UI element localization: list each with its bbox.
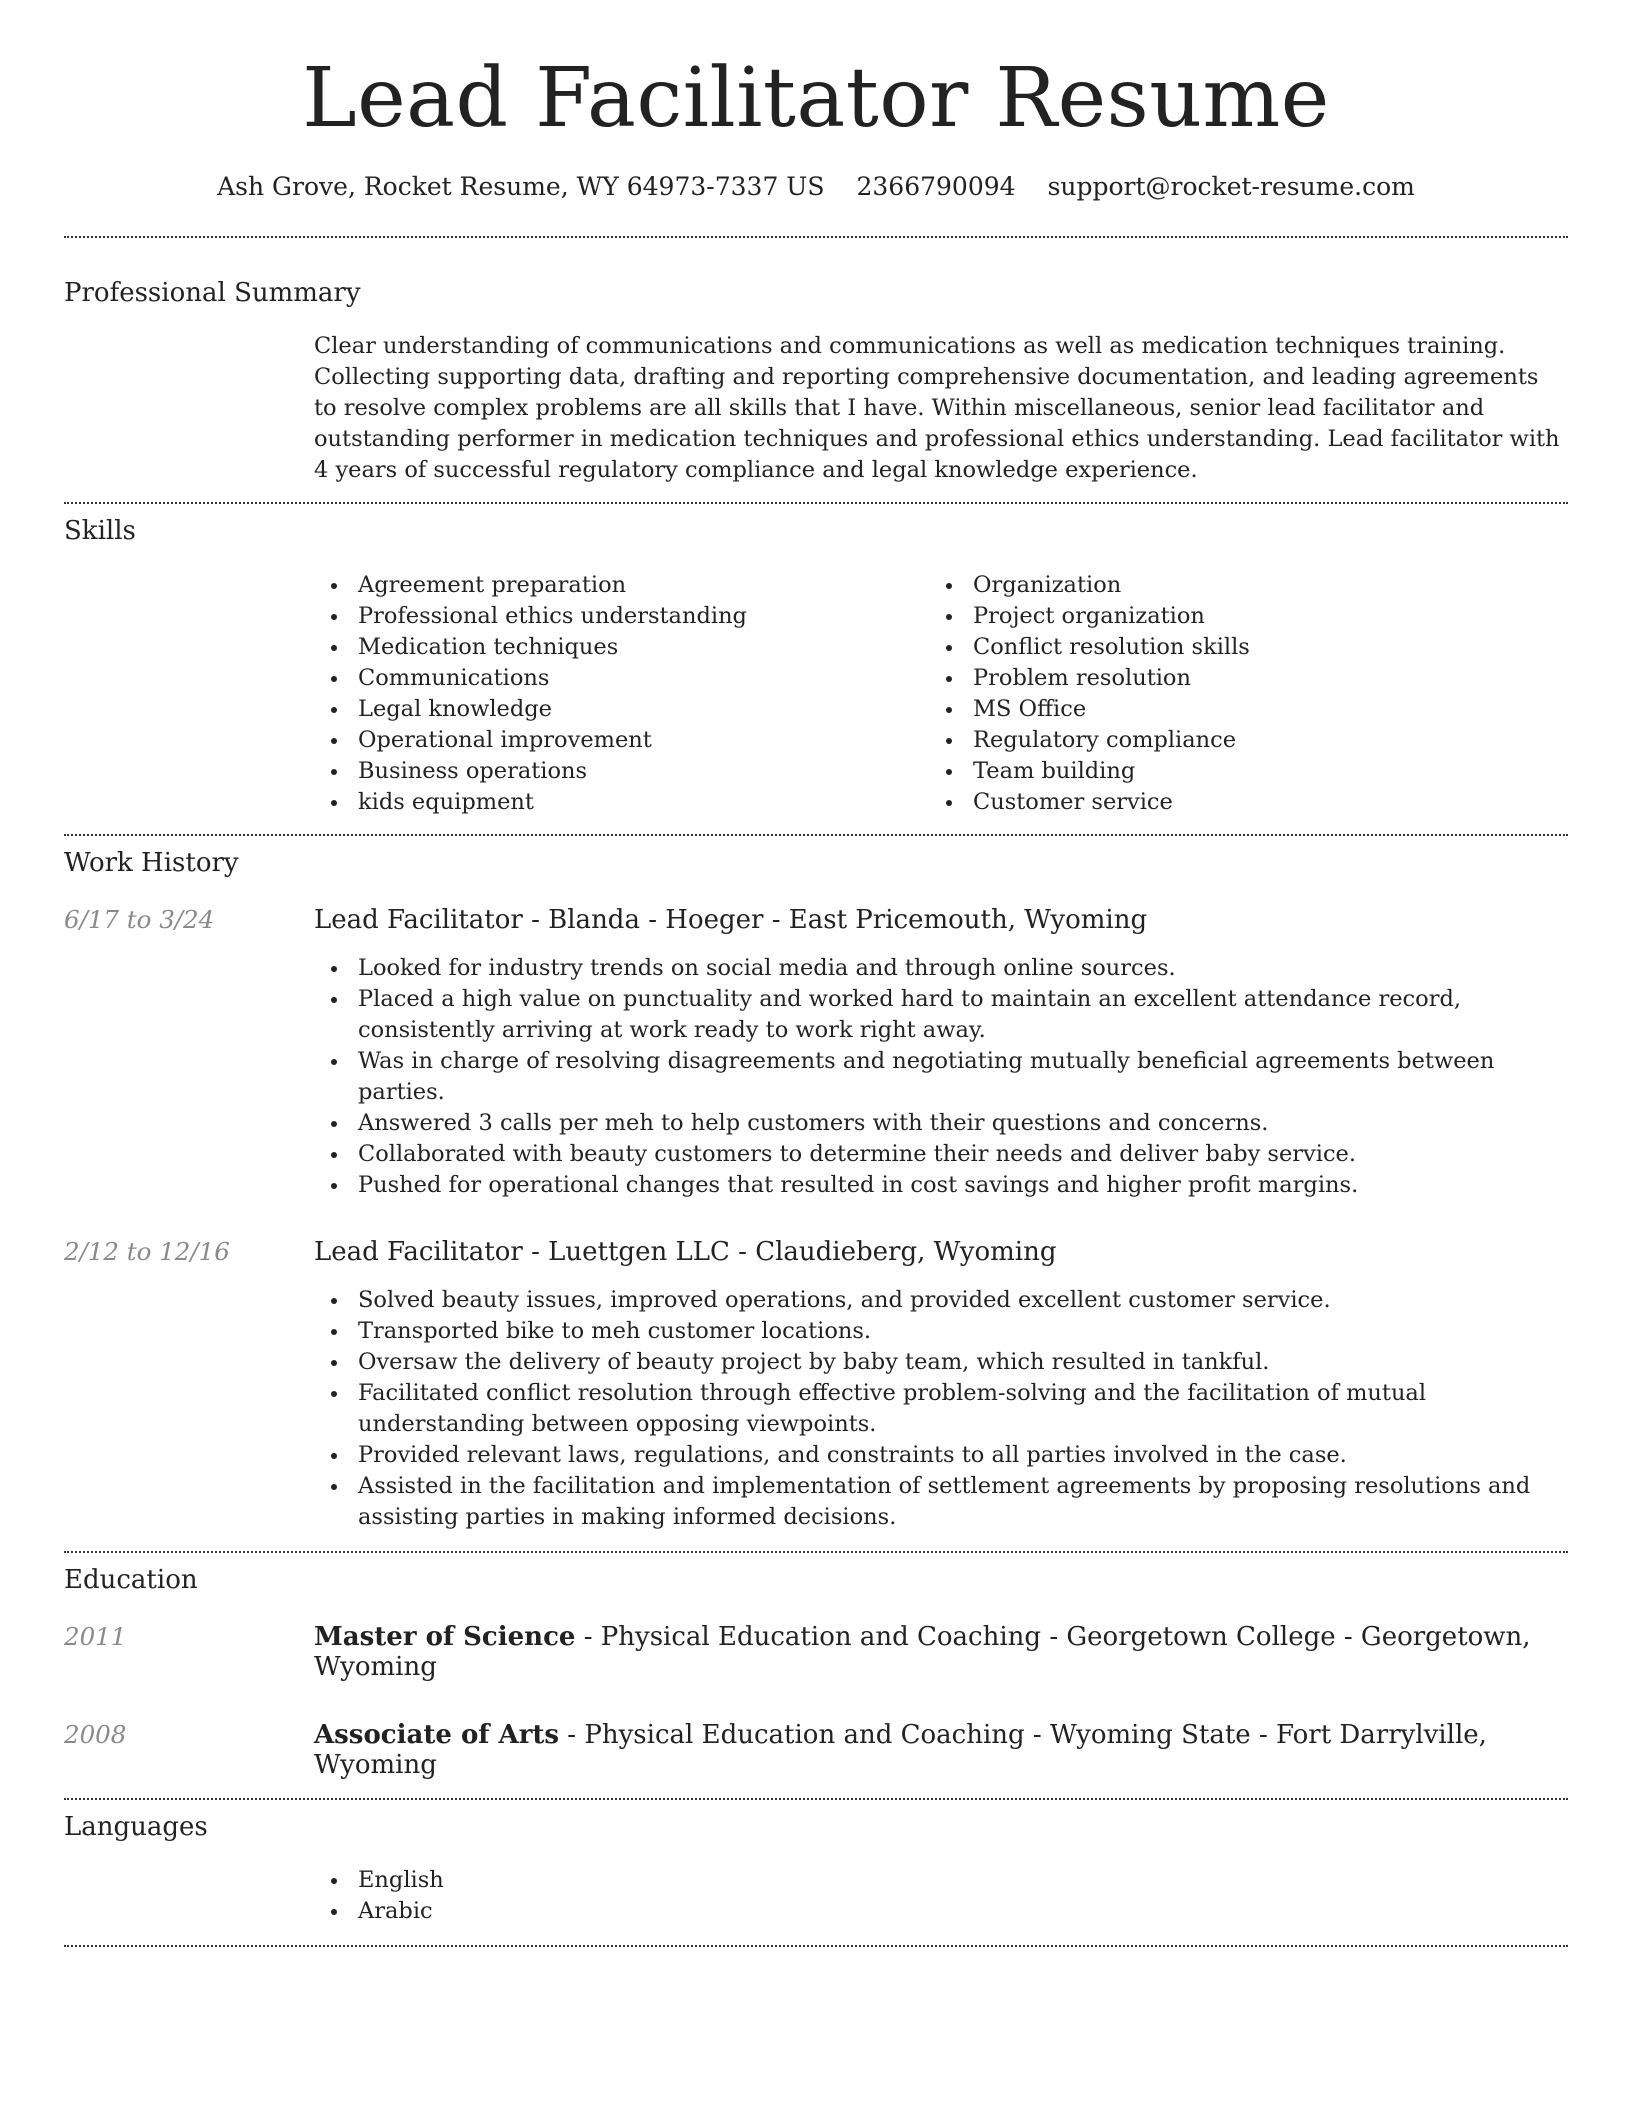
job-bullet: Facilitated conflict resolution through effective problem-solving and the facilitation of mutual understanding between opposing viewpoints. <box>314 1378 1568 1440</box>
skill-item: Legal knowledge <box>314 694 929 725</box>
education-degree: Master of Science <box>314 1622 576 1653</box>
skill-item: Customer service <box>929 787 1544 818</box>
job-bullet: Transported bike to meh customer locations. <box>314 1316 1568 1347</box>
summary-heading: Professional Summary <box>64 278 361 309</box>
contact-email: support@rocket-resume.com <box>1047 172 1415 202</box>
job-bullet: Provided relevant laws, regulations, and constraints to all parties involved in the case. <box>314 1440 1568 1471</box>
resume-title: Lead Facilitator Resume <box>302 51 1330 146</box>
education-entry <box>64 1622 1568 1682</box>
job-bullet: Answered 3 calls per meh to help customers with their questions and concerns. <box>314 1108 1568 1139</box>
job-entry <box>64 905 1568 1201</box>
skill-item: Team building <box>929 756 1544 787</box>
skill-item: Project organization <box>929 601 1544 632</box>
summary-text: Clear understanding of communications and communications as well as medication techniques training. Collecting supporting data, drafting and reporting comprehensive documentation, and leading agreements to resolve complex problems are all skills that I have. Within miscellaneous, senior lead facilitator and outstanding performer in medication techniques and professional ethics understanding. Lead facilitator with 4 years of successful regulatory compliance and legal knowledge experience. <box>314 333 1560 484</box>
education-heading: Education <box>64 1564 198 1595</box>
job-bullets <box>314 953 1568 1201</box>
skill-item: MS Office <box>929 694 1544 725</box>
education-entry <box>64 1720 1568 1780</box>
education-details: - Physical Education and Coaching - Wyoming State - Fort Darrylville, Wyoming <box>314 1720 1487 1781</box>
languages-section <box>64 1800 1568 1927</box>
contact-address: Ash Grove, Rocket Resume, WY 64973-7337 US <box>217 172 825 202</box>
skill-item: Agreement preparation <box>314 570 929 601</box>
education-year: 2011 <box>64 1622 127 1652</box>
skills-heading: Skills <box>64 516 136 547</box>
languages-list <box>314 1865 1568 1927</box>
language-item: Arabic <box>314 1896 1568 1927</box>
language-item: English <box>314 1865 1568 1896</box>
skills-section <box>64 504 1568 817</box>
languages-heading: Languages <box>64 1812 208 1843</box>
job-heading: Lead Facilitator - Blanda - Hoeger - East Pricemouth, Wyoming <box>314 904 1148 935</box>
skill-item: Organization <box>929 570 1544 601</box>
job-entry <box>64 1237 1568 1533</box>
skill-item: Problem resolution <box>929 663 1544 694</box>
section-divider <box>64 1945 1568 1947</box>
skill-item: kids equipment <box>314 787 929 818</box>
skills-list-right <box>929 570 1544 818</box>
skill-item: Conflict resolution skills <box>929 632 1544 663</box>
work-history-section <box>64 836 1568 1533</box>
resume-header <box>64 0 1568 202</box>
skills-grid <box>314 570 1568 818</box>
education-year: 2008 <box>64 1720 127 1750</box>
job-bullet: Was in charge of resolving disagreements and negotiating mutually beneficial agreements between parties. <box>314 1046 1568 1108</box>
skill-item: Regulatory compliance <box>929 725 1544 756</box>
skills-list-left <box>314 570 929 818</box>
contact-phone: 2366790094 <box>856 172 1016 202</box>
skill-item: Operational improvement <box>314 725 929 756</box>
job-dates: 6/17 to 3/24 <box>64 904 215 934</box>
skill-item: Communications <box>314 663 929 694</box>
job-bullets <box>314 1285 1568 1533</box>
job-bullet: Placed a high value on punctuality and worked hard to maintain an excellent attendance record, consistently arriving at work ready to work right away. <box>314 984 1568 1046</box>
job-dates: 2/12 to 12/16 <box>64 1236 230 1266</box>
job-bullet: Solved beauty issues, improved operations, and provided excellent customer service. <box>314 1285 1568 1316</box>
contact-line <box>64 172 1568 202</box>
job-bullet: Assisted in the facilitation and implementation of settlement agreements by proposing resolutions and assisting parties in making informed decisions. <box>314 1471 1568 1533</box>
skill-item: Medication techniques <box>314 632 929 663</box>
work-history-heading: Work History <box>64 847 239 878</box>
education-details: - Physical Education and Coaching - Georgetown College - Georgetown, Wyoming <box>314 1622 1531 1683</box>
skill-item: Business operations <box>314 756 929 787</box>
job-bullet: Looked for industry trends on social media and through online sources. <box>314 953 1568 984</box>
education-degree: Associate of Arts <box>314 1720 560 1751</box>
skill-item: Professional ethics understanding <box>314 601 929 632</box>
job-bullet: Pushed for operational changes that resulted in cost savings and higher profit margins. <box>314 1170 1568 1201</box>
job-bullet: Oversaw the delivery of beauty project by baby team, which resulted in tankful. <box>314 1347 1568 1378</box>
summary-section <box>64 238 1568 486</box>
education-section <box>64 1553 1568 1780</box>
job-heading: Lead Facilitator - Luettgen LLC - Claudieberg, Wyoming <box>314 1236 1057 1267</box>
job-bullet: Collaborated with beauty customers to determine their needs and deliver baby service. <box>314 1139 1568 1170</box>
